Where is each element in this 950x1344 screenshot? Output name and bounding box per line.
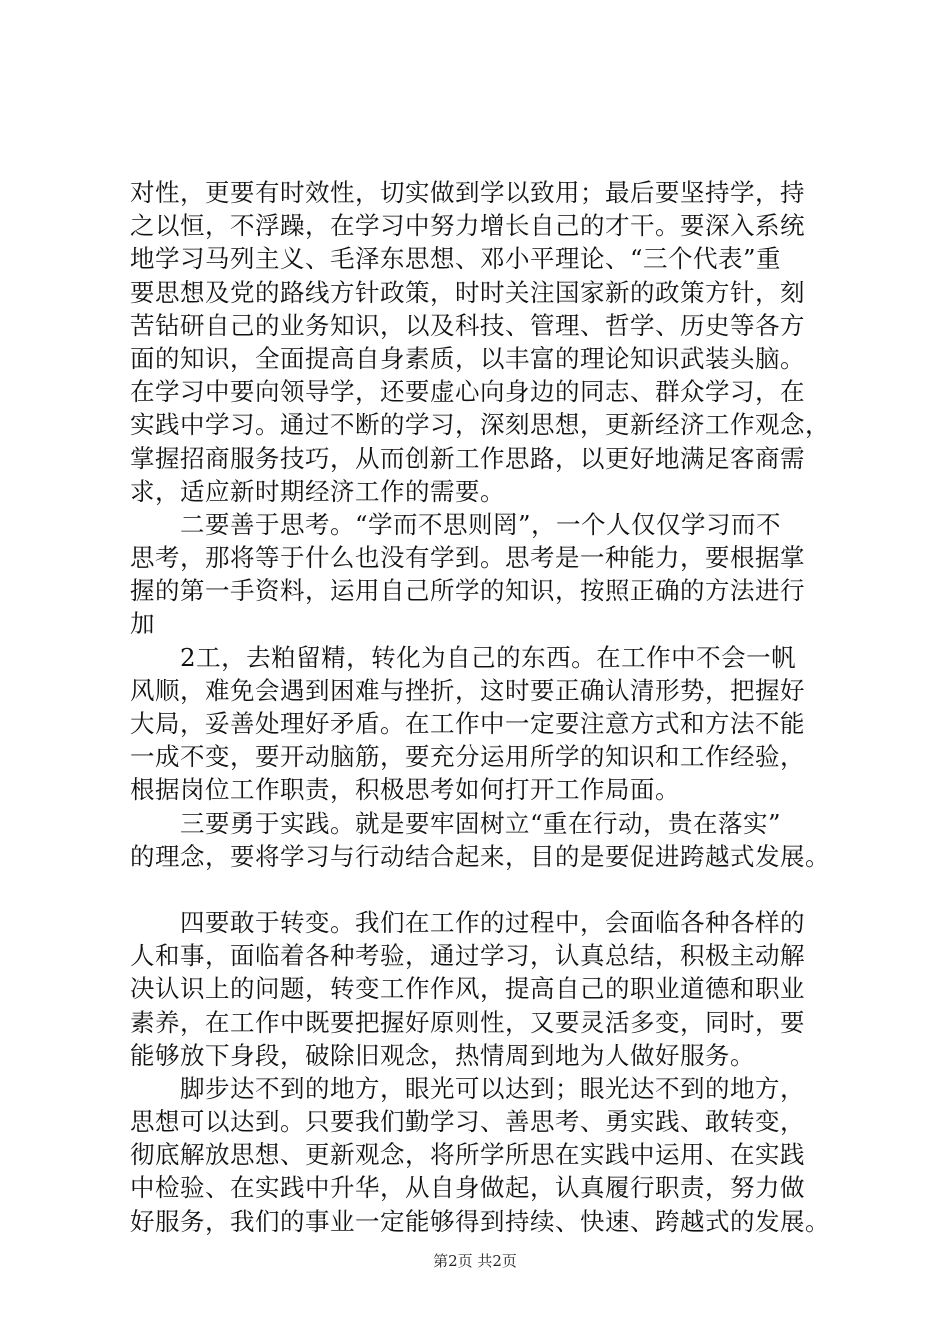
text-line: 苦钻研自己的业务知识，以及科技、管理、哲学、历史等各方	[130, 310, 805, 340]
text-line: 掌握招商服务技巧，从而创新工作思路，以更好地满足客商需	[130, 443, 805, 473]
page-number-footer: 第2页 共2页	[433, 1252, 517, 1270]
text-line: 思考，那将等于什么也没有学到。思考是一种能力，要根据掌	[130, 543, 805, 573]
paragraph-start-line: 二要善于思考。“学而不思则罔”，一个人仅仅学习而不	[130, 509, 782, 539]
text-line: 思想可以达到。只要我们勤学习、善思考、勇实践、敢转变，	[130, 1107, 805, 1137]
text-line: 面的知识，全面提高自身素质，以丰富的理论知识武装头脑。	[130, 343, 805, 373]
text-line: 一成不变，要开动脑筋，要充分运用所学的知识和工作经验，	[130, 742, 805, 772]
text-line: 素养，在工作中既要把握好原则性，又要灵活多变，同时，要	[130, 1007, 805, 1037]
text-line: 对性，更要有时效性，切实做到学以致用；最后要坚持学，持	[130, 178, 805, 207]
text-line: 在学习中要向领导学，还要虚心向身边的同志、群众学习，在	[130, 377, 805, 407]
text-line: 根据岗位工作职责，积极思考如何打开工作局面。	[130, 775, 680, 805]
text-line: 握的第一手资料，运用自己所学的知识，按照正确的方法进行	[130, 576, 805, 606]
text-line: 大局，妥善处理好矛盾。在工作中一定要注意方式和方法不能	[130, 709, 805, 738]
text-line: 能够放下身段，破除旧观念，热情周到地为人做好服务。	[130, 1040, 755, 1070]
text-line: 人和事，面临着各种考验，通过学习，认真总结，积极主动解	[130, 941, 805, 971]
text-line: 的理念，要将学习与行动结合起来，目的是要促进跨越式发展。	[130, 841, 830, 871]
document-body	[130, 176, 850, 1238]
paragraph-start-line: 三要勇于实践。就是要牢固树立“重在行动，贵在落实”	[130, 808, 782, 838]
text-line: 中检验、在实践中升华，从自身做起，认真履行职责，努力做	[130, 1173, 805, 1203]
text-line: 风顺，难免会遇到困难与挫折，这时要正确认清形势，把握好	[130, 675, 805, 705]
text-line: 好服务，我们的事业一定能够得到持续、快速、跨越式的发展。	[130, 1206, 830, 1236]
text-line: 实践中学习。通过不断的学习，深刻思想，更新经济工作观念，	[130, 410, 830, 440]
text-line: 地学习马列主义、毛泽东思想、邓小平理论、“三个代表”重	[130, 244, 782, 274]
text-line: 要思想及党的路线方针政策，时时关注国家新的政策方针，刻	[130, 277, 805, 307]
paragraph-start-line: 脚步达不到的地方，眼光可以达到；眼光达不到的地方，	[130, 1073, 805, 1103]
text-line: 求，适应新时期经济工作的需要。	[130, 476, 505, 506]
text-line: 彻底解放思想、更新观念，将所学所思在实践中运用、在实践	[130, 1140, 805, 1170]
text-line: 决认识上的问题，转变工作作风，提高自己的职业道德和职业	[130, 974, 805, 1004]
blank-line	[130, 873, 850, 906]
paragraph-start-line: 四要敢于转变。我们在工作的过程中，会面临各种各样的	[130, 907, 805, 937]
text-line: 之以恒，不浮躁，在学习中努力增长自己的才干。要深入系统	[130, 211, 805, 241]
text-line: 加	[130, 609, 155, 639]
paragraph-start-line: 2工，去粕留精，转化为自己的东西。在工作中不会一帆	[130, 642, 797, 672]
